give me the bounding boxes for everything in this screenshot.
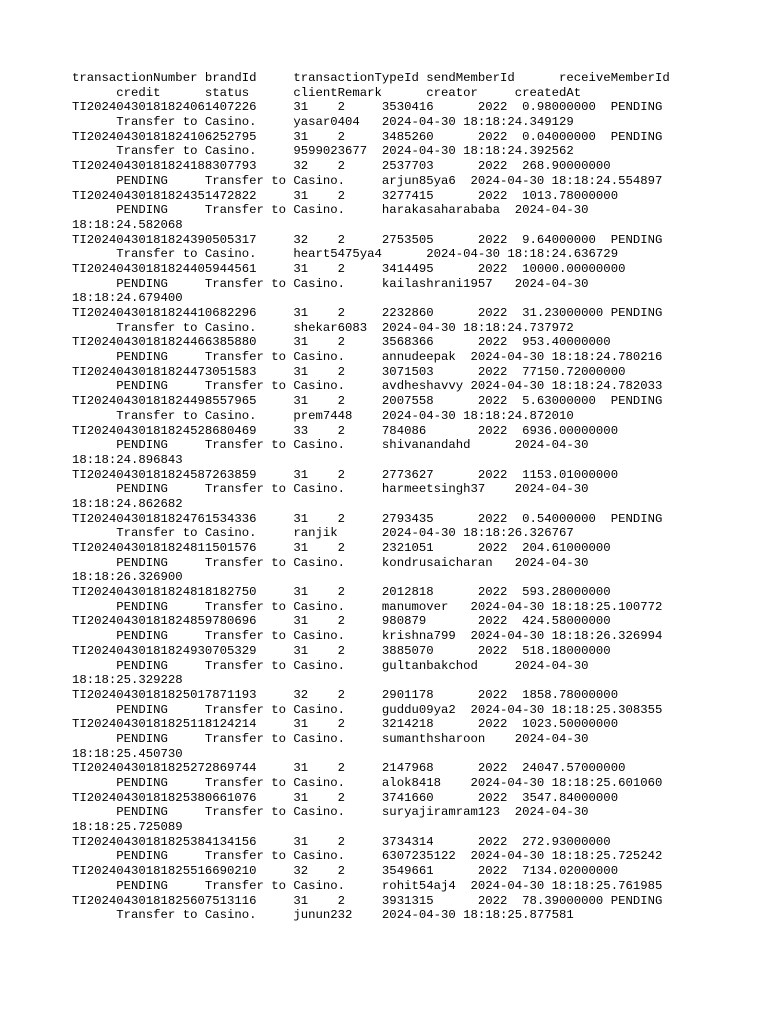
table-row-line: TI20240430181825118124214 31 2 3214218 2022 1023.50000000	[72, 717, 619, 732]
table-row-line: TI20240430181825516690210 32 2 3549661 2022 7134.02000000	[72, 864, 619, 879]
table-row-line: Transfer to Casino. ranjik 2024-04-30 18:18:26.326767	[72, 526, 574, 541]
table-row-line: PENDING Transfer to Casino. harakasaharababa 2024-04-30	[72, 203, 589, 218]
table-row-line: PENDING Transfer to Casino. gultanbakchod 2024-04-30	[72, 658, 589, 673]
table-row-line: PENDING Transfer to Casino. arjun85ya6 2024-04-30 18:18:24.554897	[72, 173, 663, 188]
table-row-line: TI20240430181825272869744 31 2 2147968 2022 24047.57000000	[72, 761, 626, 776]
table-row-line: PENDING Transfer to Casino. rohit54aj4 2024-04-30 18:18:25.761985	[72, 878, 663, 893]
table-row-line: TI20240430181824761534336 31 2 2793435 2022 0.54000000 PENDING	[72, 511, 663, 526]
transaction-table-text	[72, 71, 670, 923]
table-row-line: TI20240430181824818182750 31 2 2012818 2022 593.28000000	[72, 585, 611, 600]
table-row-line: Transfer to Casino. junun232 2024-04-30 18:18:25.877581	[72, 908, 574, 923]
table-row-line: PENDING Transfer to Casino. alok8418 2024-04-30 18:18:25.601060	[72, 776, 663, 790]
table-row-line: Transfer to Casino. 9599023677 2024-04-30 18:18:24.392562	[72, 144, 574, 159]
table-row-line: PENDING Transfer to Casino. annudeepak 2024-04-30 18:18:24.780216	[72, 350, 663, 365]
table-row-line: 18:18:26.326900	[72, 570, 183, 585]
table-row-line: PENDING Transfer to Casino. harmeetsingh37 2024-04-30	[72, 482, 589, 497]
table-header-line: transactionNumber brandId transactionTypeId sendMemberId receiveMemberId	[72, 71, 670, 85]
table-row-line: PENDING Transfer to Casino. manumover 2024-04-30 18:18:25.100772	[72, 599, 663, 614]
table-row-line: TI20240430181825607513116 31 2 3931315 2022 78.39000000 PENDING	[72, 893, 663, 908]
table-row-line: TI20240430181824859780696 31 2 980879 2022 424.58000000	[72, 614, 611, 629]
table-row-line: TI20240430181824390505317 32 2 2753505 2022 9.64000000 PENDING	[72, 232, 663, 247]
table-row-line: 18:18:25.450730	[72, 746, 183, 761]
table-row-line: 18:18:24.582068	[72, 217, 183, 232]
table-header-line: credit status clientRemark creator createdAt	[72, 85, 582, 100]
table-row-line: PENDING Transfer to Casino. guddu09ya2 2024-04-30 18:18:25.308355	[72, 702, 663, 717]
table-row-line: TI20240430181824528680469 33 2 784086 2022 6936.00000000	[72, 423, 619, 438]
table-row-line: TI20240430181825384134156 31 2 3734314 2022 272.93000000	[72, 834, 611, 849]
table-row-line: TI20240430181824587263859 31 2 2773627 2022 1153.01000000	[72, 467, 619, 482]
table-row-line: PENDING Transfer to Casino. 6307235122 2024-04-30 18:18:25.725242	[72, 849, 663, 864]
table-row-line: PENDING Transfer to Casino. suryajiramram123 2024-04-30	[72, 805, 589, 820]
table-row-line: 18:18:25.725089	[72, 820, 183, 835]
table-row-line: Transfer to Casino. shekar6083 2024-04-30 18:18:24.737972	[72, 320, 574, 335]
table-row-line: PENDING Transfer to Casino. krishna799 2024-04-30 18:18:26.326994	[72, 629, 663, 644]
table-row-line: 18:18:24.896843	[72, 452, 183, 467]
table-row-line: TI20240430181824811501576 31 2 2321051 2022 204.61000000	[72, 541, 611, 555]
table-row-line: TI20240430181824188307793 32 2 2537703 2022 268.90000000	[72, 159, 611, 174]
table-row-line: TI20240430181824405944561 31 2 3414495 2022 10000.00000000	[72, 261, 626, 276]
table-row-line: TI20240430181824410682296 31 2 2232860 2022 31.23000000 PENDING	[72, 306, 663, 320]
table-row-line: TI20240430181824466385880 31 2 3568366 2022 953.40000000	[72, 335, 611, 350]
table-row-line: Transfer to Casino. yasar0404 2024-04-30 18:18:24.349129	[72, 115, 574, 130]
table-row-line: TI20240430181824061407226 31 2 3530416 2022 0.98000000 PENDING	[72, 100, 663, 115]
table-row-line: PENDING Transfer to Casino. sumanthsharoon 2024-04-30	[72, 731, 589, 746]
table-row-line: TI20240430181824498557965 31 2 2007558 2022 5.63000000 PENDING	[72, 394, 663, 409]
table-row-line: TI20240430181825017871193 32 2 2901178 2022 1858.78000000	[72, 687, 619, 702]
table-row-line: 18:18:24.679400	[72, 291, 183, 306]
table-row-line: TI20240430181824473051583 31 2 3071503 2022 77150.72000000	[72, 364, 626, 379]
table-row-line: Transfer to Casino. heart5475ya4 2024-04-30 18:18:24.636729	[72, 247, 619, 262]
table-row-line: PENDING Transfer to Casino. kailashrani1957 2024-04-30	[72, 276, 589, 291]
table-row-line: TI20240430181824106252795 31 2 3485260 2022 0.04000000 PENDING	[72, 129, 663, 144]
table-row-line: TI20240430181824351472822 31 2 3277415 2022 1013.78000000	[72, 188, 619, 203]
table-row-line: TI20240430181824930705329 31 2 3885070 2022 518.18000000	[72, 643, 611, 658]
table-row-line: PENDING Transfer to Casino. shivanandahd 2024-04-30	[72, 438, 589, 453]
table-row-line: 18:18:25.329228	[72, 673, 183, 688]
table-row-line: 18:18:24.862682	[72, 496, 183, 511]
table-row-line: Transfer to Casino. prem7448 2024-04-30 18:18:24.872010	[72, 408, 574, 423]
table-row-line: PENDING Transfer to Casino. avdheshavvy 2024-04-30 18:18:24.782033	[72, 379, 663, 394]
table-row-line: TI20240430181825380661076 31 2 3741660 2022 3547.84000000	[72, 790, 619, 805]
table-row-line: PENDING Transfer to Casino. kondrusaicharan 2024-04-30	[72, 555, 589, 570]
